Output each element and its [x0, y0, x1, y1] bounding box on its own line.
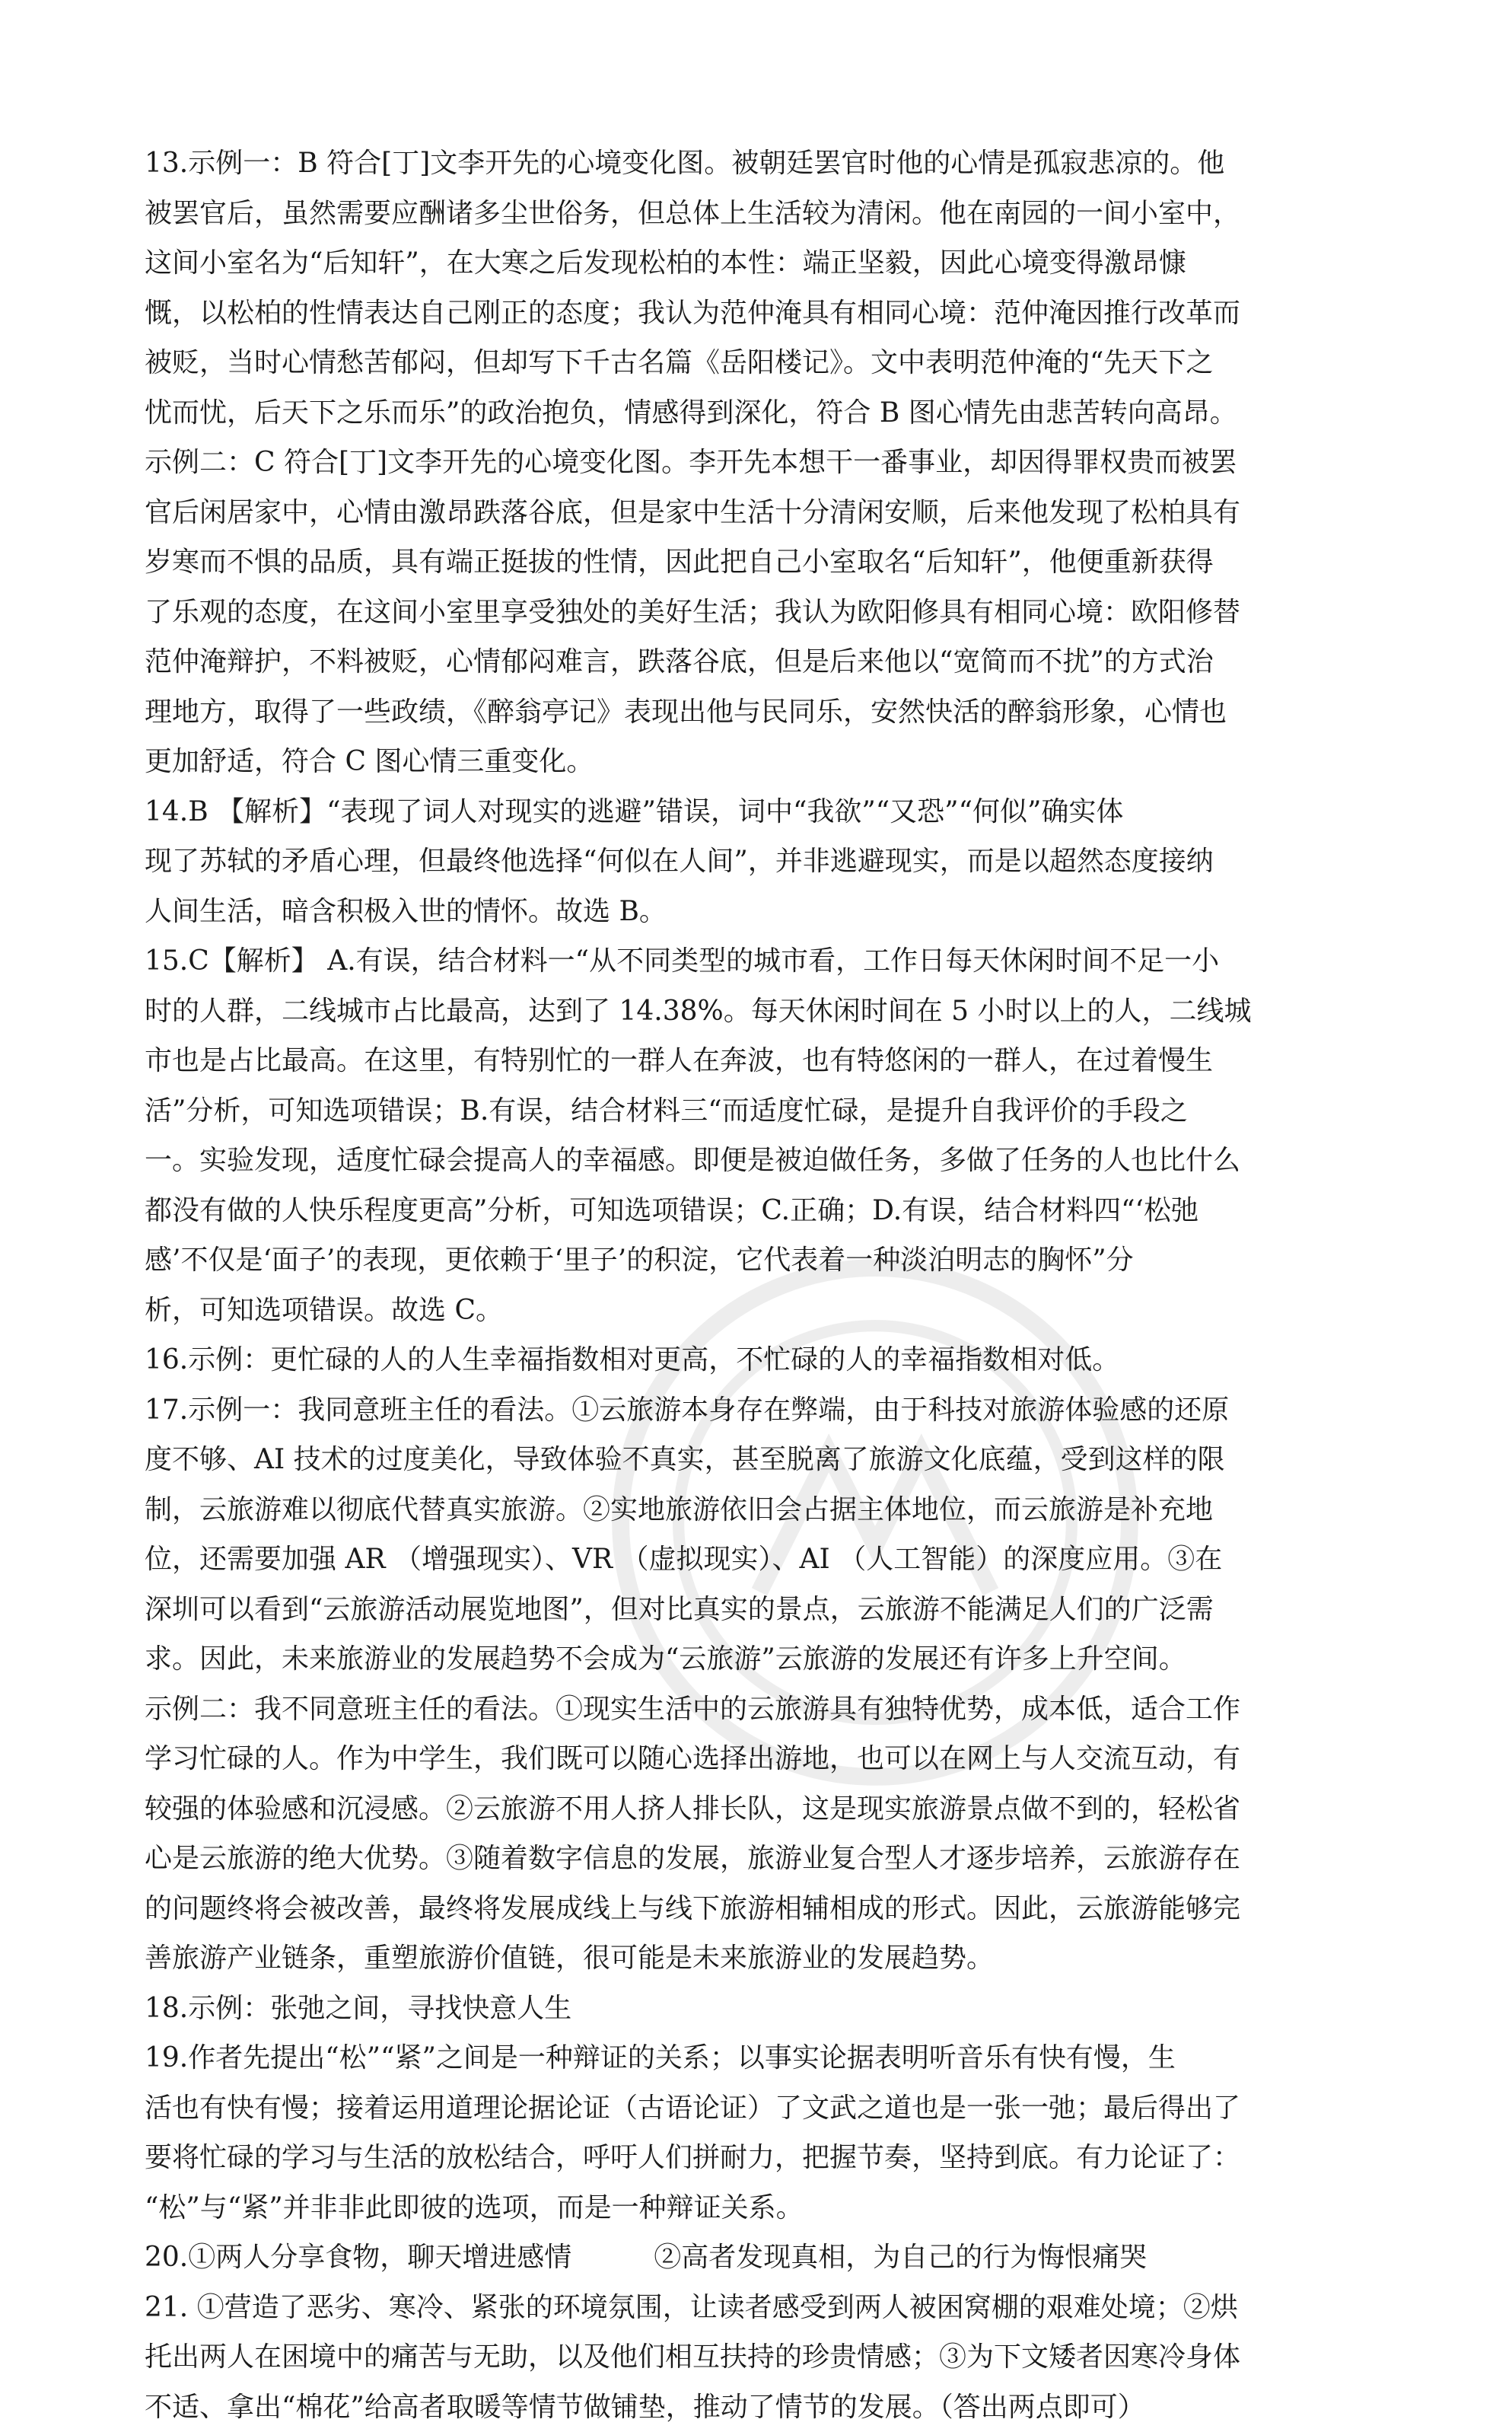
text-line: 时的人群，二线城市占比最高，达到了 14.38%。每天休闲时间在 5 小时以上的人，二线城	[145, 987, 1362, 1037]
text-line: 13.示例一：B 符合[丁]文李开先的心境变化图。被朝廷罢官时他的心情是孤寂悲凉的。他	[145, 139, 1362, 189]
text-line: 被罢官后，虽然需要应酬诸多尘世俗务，但总体上生活较为清闲。他在南园的一间小室中，	[145, 189, 1362, 239]
text-line: 官后闲居家中，心情由激昂跌落谷底，但是家中生活十分清闲安顺，后来他发现了松柏具有	[145, 488, 1362, 538]
text-line: 了乐观的态度，在这间小室里享受独处的美好生活；我认为欧阳修具有相同心境：欧阳修替	[145, 588, 1362, 638]
text-line: 活”分析，可知选项错误；B.有误，结合材料三“而适度忙碌，是提升自我评价的手段之	[145, 1086, 1362, 1136]
text-line: 学习忙碌的人。作为中学生，我们既可以随心选择出游地，也可以在网上与人交流互动，有	[145, 1734, 1362, 1784]
text-line: 的问题终将会被改善，最终将发展成线上与线下旅游相辅相成的形式。因此，云旅游能够完	[145, 1884, 1362, 1934]
text-line: 岁寒而不惧的品质，具有端正挺拔的性情，因此把自己小室取名“后知轩”，他便重新获得	[145, 537, 1362, 588]
text-line: 范仲淹辩护，不料被贬，心情郁闷难言，跌落谷底，但是后来他以“宽简而不扰”的方式治	[145, 637, 1362, 687]
text-line: 慨，以松柏的性情表达自己刚正的态度；我认为范仲淹具有相同心境：范仲淹因推行改革而	[145, 288, 1362, 339]
text-line: 不适、拿出“棉花”给高者取暖等情节做铺垫，推动了情节的发展。（答出两点即可）	[145, 2383, 1362, 2432]
text-line: 被贬，当时心情愁苦郁闷，但却写下千古名篇《岳阳楼记》。文中表明范仲淹的“先天下之	[145, 338, 1362, 388]
text-line: 析，可知选项错误。故选 C。	[145, 1286, 1362, 1336]
text-line: 深圳可以看到“云旅游活动展览地图”，但对比真实的景点，云旅游不能满足人们的广泛需	[145, 1585, 1362, 1635]
text-line: 忧而忧，后天下之乐而乐”的政治抱负，情感得到深化，符合 B 图心情先由悲苦转向高昂。	[145, 388, 1362, 438]
text-line: 人间生活，暗含积极入世的情怀。故选 B。	[145, 887, 1362, 937]
text-line: 求。因此，未来旅游业的发展趋势不会成为“云旅游”云旅游的发展还有许多上升空间。	[145, 1634, 1362, 1685]
text-line: 理地方，取得了一些政绩，《醉翁亭记》表现出他与民同乐，安然快活的醉翁形象，心情也	[145, 687, 1362, 738]
text-line: 善旅游产业链条，重塑旅游价值链，很可能是未来旅游业的发展趋势。	[145, 1933, 1362, 1984]
text-line: 心是云旅游的绝大优势。③随着数字信息的发展，旅游业复合型人才逐步培养，云旅游存在	[145, 1834, 1362, 1884]
text-line: “松”与“紧”并非非此即彼的选项，而是一种辩证关系。	[145, 2183, 1362, 2233]
text-line: 这间小室名为“后知轩”，在大寒之后发现松柏的本性：端正坚毅，因此心境变得激昂慷	[145, 238, 1362, 288]
text-line: 要将忙碌的学习与生活的放松结合，呼吁人们拼耐力，把握节奏，坚持到底。有力论证了：	[145, 2133, 1362, 2183]
text-line: 制，云旅游难以彻底代替真实旅游。②实地旅游依旧会占据主体地位，而云旅游是补充地	[145, 1485, 1362, 1535]
text-line: 更加舒适，符合 C 图心情三重变化。	[145, 737, 1362, 787]
text-line: 感’不仅是‘面子’的表现，更依赖于‘里子’的积淀，它代表着一种淡泊明志的胸怀”分	[145, 1235, 1362, 1286]
text-line: 一。实验发现，适度忙碌会提高人的幸福感。即便是被迫做任务，多做了任务的人也比什么	[145, 1136, 1362, 1186]
text-line: 托出两人在困境中的痛苦与无助，以及他们相互扶持的珍贵情感；③为下文矮者因寒冷身体	[145, 2332, 1362, 2383]
text-line: 17.示例一：我同意班主任的看法。①云旅游本身存在弊端，由于科技对旅游体验感的还原	[145, 1385, 1362, 1436]
text-line: 都没有做的人快乐程度更高”分析，可知选项错误；C.正确；D.有误，结合材料四“‘松弛	[145, 1186, 1362, 1236]
text-line: 15.C【解析】 A.有误，结合材料一“从不同类型的城市看，工作日每天休闲时间不足一小	[145, 936, 1362, 987]
text-line: 度不够、AI 技术的过度美化，导致体验不真实，甚至脱离了旅游文化底蕴，受到这样的限	[145, 1435, 1362, 1485]
text-line: 16.示例：更忙碌的人的人生幸福指数相对更高，不忙碌的人的幸福指数相对低。	[145, 1335, 1362, 1385]
text-line: 位，还需要加强 AR （增强现实）、VR （虚拟现实）、AI （人工智能）的深度应用。③在	[145, 1535, 1362, 1585]
text-line: 现了苏轼的矛盾心理，但最终他选择“何似在人间”，并非逃避现实，而是以超然态度接纳	[145, 837, 1362, 887]
text-line: 20.①两人分享食物，聊天增进感情 ②高者发现真相，为自己的行为悔恨痛哭	[145, 2233, 1362, 2283]
text-line: 活也有快有慢；接着运用道理论据论证（古语论证）了文武之道也是一张一弛；最后得出了	[145, 2083, 1362, 2134]
text-line: 市也是占比最高。在这里，有特别忙的一群人在奔波，也有特悠闲的一群人，在过着慢生	[145, 1036, 1362, 1086]
text-line: 18.示例：张弛之间，寻找快意人生	[145, 1984, 1362, 2034]
text-line: 21. ①营造了恶劣、寒冷、紧张的环境氛围，让读者感受到两人被困窝棚的艰难处境；②烘	[145, 2283, 1362, 2333]
answer-document	[145, 139, 1362, 2432]
text-line: 19.作者先提出“松”“紧”之间是一种辩证的关系；以事实论据表明听音乐有快有慢，生	[145, 2033, 1362, 2083]
text-line: 示例二：我不同意班主任的看法。①现实生活中的云旅游具有独特优势，成本低，适合工作	[145, 1685, 1362, 1735]
text-line: 14.B 【解析】“表现了词人对现实的逃避”错误，词中“我欲”“又恐”“何似”确实体	[145, 787, 1362, 837]
text-line: 示例二：C 符合[丁]文李开先的心境变化图。李开先本想干一番事业，却因得罪权贵而被罢	[145, 438, 1362, 488]
text-line: 较强的体验感和沉浸感。②云旅游不用人挤人排长队，这是现实旅游景点做不到的，轻松省	[145, 1784, 1362, 1834]
